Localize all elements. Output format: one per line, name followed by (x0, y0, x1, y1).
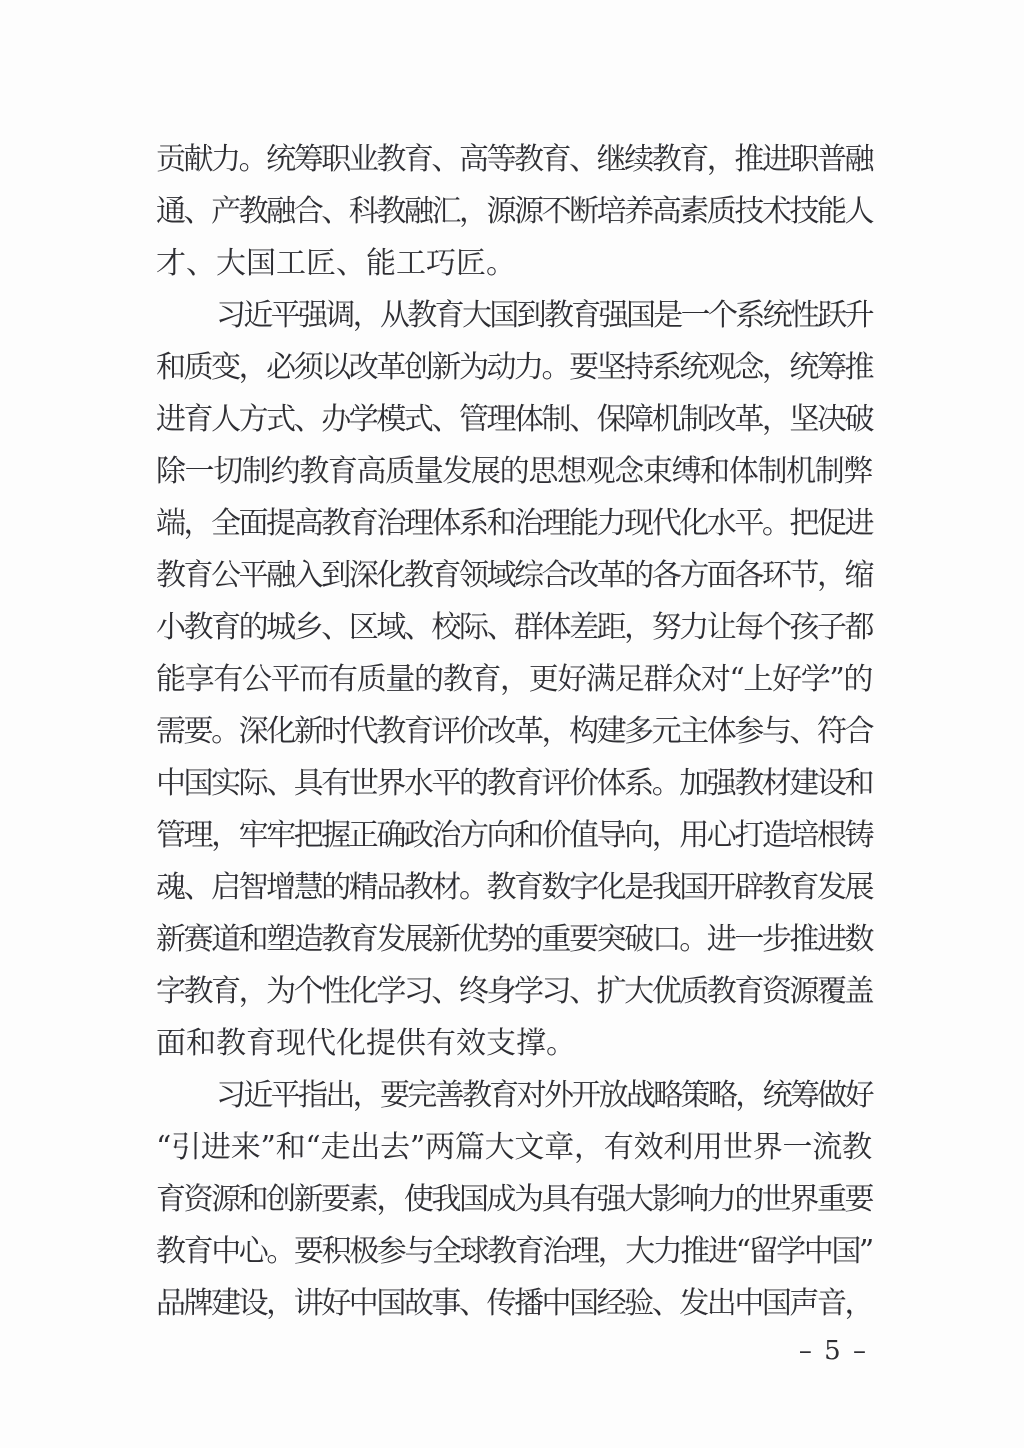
text-line (156, 394, 872, 446)
text-line (156, 862, 872, 914)
text-line (156, 706, 872, 758)
text-line-content: 习近平指出，要完善教育对外开放战略策略，统筹做好 (216, 1078, 872, 1113)
text-line (156, 1122, 872, 1174)
text-line-content: 能享有公平而有质量的教育，更好满足群众对“上好学”的 (156, 662, 873, 697)
text-line (156, 238, 872, 290)
text-line (156, 550, 872, 602)
text-line-content: 习近平强调，从教育大国到教育强国是一个系统性跃升 (216, 298, 872, 333)
text-line-content: “引进来”和“走出去”两篇大文章，有效利用世界一流教 (156, 1130, 872, 1165)
text-line-content: 中国实际、具有世界水平的教育评价体系。加强教材建设和 (156, 766, 873, 801)
text-line (156, 810, 872, 862)
text-line-content: 新赛道和塑造教育发展新优势的重要突破口。进一步推进数 (156, 922, 873, 957)
document-body (156, 134, 872, 1330)
text-line (156, 446, 872, 498)
text-line-content: 面和教育现代化提供有效支撑。 (156, 1026, 576, 1061)
text-line-content: 教育公平融入到深化教育领域综合改革的各方面各环节，缩 (156, 558, 873, 593)
text-line-content: 教育中心。要积极参与全球教育治理，大力推进“留学中国” (156, 1234, 872, 1269)
text-line (156, 1278, 872, 1330)
text-line-content: 管理，牢牢把握正确政治方向和价值导向，用心打造培根铸 (156, 818, 873, 853)
text-line (156, 342, 872, 394)
text-line-content: 需要。深化新时代教育评价改革，构建多元主体参与、符合 (156, 714, 873, 749)
text-line-content: 进育人方式、办学模式、管理体制、保障机制改革，坚决破 (156, 402, 873, 437)
text-line-content: 端，全面提高教育治理体系和治理能力现代化水平。把促进 (156, 506, 873, 541)
text-line-content: 除一切制约教育高质量发展的思想观念束缚和体制机制弊 (156, 454, 872, 489)
text-line (156, 914, 872, 966)
text-line-content: 贡献力。统筹职业教育、高等教育、继续教育，推进职普融 (156, 142, 873, 177)
text-line (156, 290, 872, 342)
text-line (156, 498, 872, 550)
text-line (156, 186, 872, 238)
text-line-content: 育资源和创新要素，使我国成为具有强大影响力的世界重要 (156, 1182, 873, 1217)
text-line-content: 和质变，必须以改革创新为动力。要坚持系统观念，统筹推 (156, 350, 873, 385)
text-line (156, 1174, 872, 1226)
text-line-content: 字教育，为个性化学习、终身学习、扩大优质教育资源覆盖 (156, 974, 873, 1009)
text-line (156, 654, 872, 706)
text-line (156, 1226, 872, 1278)
text-line-content: 品牌建设，讲好中国故事、传播中国经验、发出中国声音， (156, 1286, 873, 1321)
text-line (156, 966, 872, 1018)
text-line-content: 魂、启智增慧的精品教材。教育数字化是我国开辟教育发展 (156, 870, 873, 905)
text-line (156, 602, 872, 654)
text-line (156, 134, 872, 186)
text-line (156, 1018, 872, 1070)
text-line-content: 才、大国工匠、能工巧匠。 (156, 246, 516, 281)
page-number: – 5 – (798, 1336, 868, 1366)
text-line (156, 1070, 872, 1122)
text-line (156, 758, 872, 810)
text-line-content: 小教育的城乡、区域、校际、群体差距，努力让每个孩子都 (156, 610, 873, 645)
text-line-content: 通、产教融合、科教融汇，源源不断培养高素质技术技能人 (156, 194, 873, 229)
